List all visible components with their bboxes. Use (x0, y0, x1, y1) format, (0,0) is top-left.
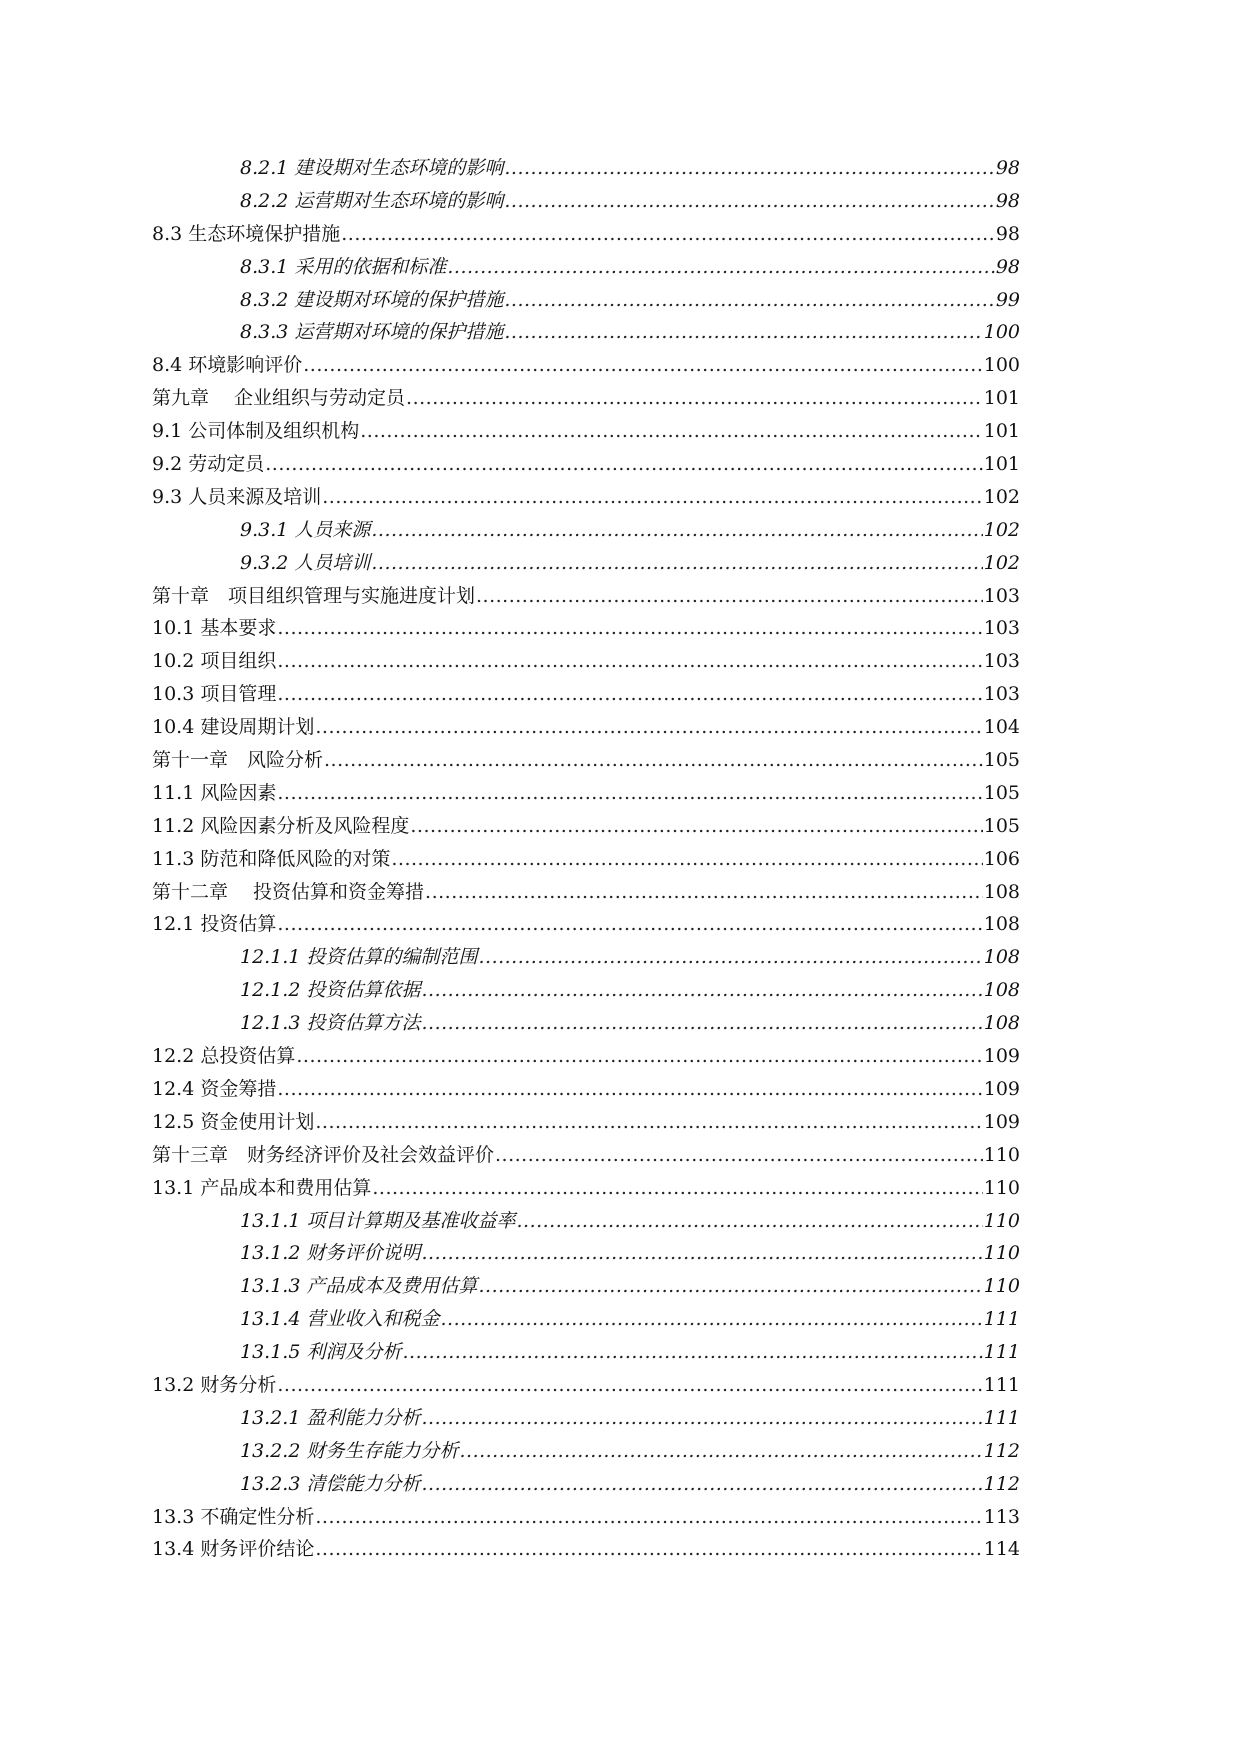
toc-entry[interactable] (152, 415, 1020, 448)
toc-dot-leader (504, 185, 994, 218)
toc-entry-title: 第九章 企业组织与劳动定员 (152, 387, 406, 410)
toc-dot-leader (504, 152, 994, 185)
toc-entry-title: 第十章 项目组织管理与实施进度计划 (152, 584, 476, 607)
toc-dot-leader (315, 1533, 982, 1566)
toc-entry-page-number: 109 (983, 1045, 1020, 1068)
toc-entry[interactable] (152, 974, 1020, 1007)
toc-entry-title: 第十三章 财务经济评价及社会效益评价 (152, 1143, 495, 1166)
toc-dot-leader (277, 1369, 982, 1402)
toc-entry-title: 12.4 资金筹措 (152, 1077, 277, 1100)
toc-entry-title: 13.1.5 利润及分析 (240, 1341, 402, 1364)
toc-entry-page-number: 101 (983, 387, 1020, 410)
toc-dot-leader (303, 349, 982, 382)
toc-entry-title: 13.2.2 财务生存能力分析 (240, 1439, 459, 1462)
toc-entry-page-number: 106 (983, 847, 1020, 870)
toc-entry-title: 8.3.1 采用的依据和标准 (240, 255, 447, 278)
toc-entry-title: 13.1.2 财务评价说明 (240, 1242, 421, 1265)
toc-dot-leader (478, 1270, 982, 1303)
toc-entry-title: 9.2 劳动定员 (152, 453, 265, 476)
toc-dot-leader (447, 251, 994, 284)
toc-entry-title: 12.1.1 投资估算的编制范围 (240, 946, 478, 969)
toc-dot-leader (478, 941, 982, 974)
toc-dot-leader (371, 547, 982, 580)
toc-entry-page-number: 110 (983, 1209, 1020, 1232)
toc-entry-page-number: 98 (995, 189, 1020, 212)
toc-dot-leader (277, 1073, 982, 1106)
toc-entry[interactable] (152, 1435, 1020, 1468)
toc-dot-leader (341, 218, 995, 251)
toc-entry-page-number: 114 (983, 1538, 1020, 1561)
toc-entry-title: 13.2.3 清偿能力分析 (240, 1472, 421, 1495)
toc-entry[interactable] (152, 1369, 1020, 1402)
toc-entry-page-number: 100 (983, 321, 1020, 344)
toc-entry[interactable] (152, 1073, 1020, 1106)
toc-entry[interactable] (152, 810, 1020, 843)
toc-entry-page-number: 105 (983, 749, 1020, 772)
toc-entry[interactable] (152, 941, 1020, 974)
toc-entry[interactable] (152, 185, 1020, 218)
toc-entry[interactable] (152, 1501, 1020, 1534)
toc-entry-title: 13.1.1 项目计算期及基准收益率 (240, 1209, 516, 1232)
toc-dot-leader (406, 382, 983, 415)
toc-entry-page-number: 109 (983, 1077, 1020, 1100)
toc-entry-title: 10.4 建设周期计划 (152, 716, 315, 739)
toc-dot-leader (277, 777, 982, 810)
toc-entry-title: 9.3 人员来源及培训 (152, 485, 322, 508)
toc-entry-page-number: 109 (983, 1110, 1020, 1133)
toc-dot-leader (476, 580, 983, 613)
toc-entry[interactable] (152, 1040, 1020, 1073)
toc-entry-page-number: 111 (983, 1308, 1020, 1331)
toc-entry-page-number: 111 (983, 1373, 1020, 1396)
toc-dot-leader (391, 843, 982, 876)
toc-dot-leader (277, 645, 982, 678)
toc-entry-page-number: 108 (983, 913, 1020, 936)
toc-dot-leader (410, 810, 982, 843)
toc-entry[interactable] (152, 777, 1020, 810)
toc-entry[interactable] (152, 1303, 1020, 1336)
toc-entry-page-number: 110 (983, 1242, 1020, 1265)
toc-entry[interactable] (152, 711, 1020, 744)
toc-entry[interactable] (152, 843, 1020, 876)
toc-entry-page-number: 105 (983, 814, 1020, 837)
toc-entry-title: 12.2 总投资估算 (152, 1045, 296, 1068)
toc-entry-title: 10.2 项目组织 (152, 650, 277, 673)
toc-entry-title: 13.2 财务分析 (152, 1373, 277, 1396)
toc-entry[interactable] (152, 1106, 1020, 1139)
toc-entry[interactable] (152, 1336, 1020, 1369)
toc-dot-leader (360, 415, 982, 448)
toc-entry[interactable] (152, 1172, 1020, 1205)
toc-entry-title: 第十二章 投资估算和资金筹措 (152, 880, 425, 903)
toc-entry-page-number: 108 (983, 880, 1020, 903)
toc-dot-leader (402, 1336, 982, 1369)
toc-entry[interactable] (152, 1533, 1020, 1566)
toc-entry-page-number: 98 (995, 222, 1020, 245)
toc-entry-title: 13.1.4 营业收入和税金 (240, 1308, 440, 1331)
toc-entry-page-number: 102 (983, 485, 1020, 508)
toc-entry-page-number: 98 (995, 255, 1020, 278)
toc-entry-title: 8.2.2 运营期对生态环境的影响 (240, 189, 504, 212)
toc-entry-page-number: 99 (995, 288, 1020, 311)
toc-entry-page-number: 103 (983, 584, 1020, 607)
toc-entry-page-number: 108 (983, 1012, 1020, 1035)
toc-dot-leader (315, 711, 982, 744)
toc-entry-title: 13.1.3 产品成本及费用估算 (240, 1275, 478, 1298)
toc-entry-page-number: 108 (983, 979, 1020, 1002)
toc-entry-page-number: 103 (983, 683, 1020, 706)
toc-entry-page-number: 98 (995, 157, 1020, 179)
toc-dot-leader (322, 481, 982, 514)
toc-dot-leader (504, 316, 982, 349)
toc-dot-leader (277, 612, 982, 645)
toc-dot-leader (315, 1106, 982, 1139)
toc-entry[interactable] (152, 448, 1020, 481)
toc-entry[interactable] (152, 612, 1020, 645)
toc-dot-leader (371, 514, 982, 547)
toc-entry-title: 8.3.2 建设期对环境的保护措施 (240, 288, 504, 311)
toc-entry-title: 11.2 风险因素分析及风险程度 (152, 814, 410, 837)
toc-entry[interactable] (152, 1468, 1020, 1501)
toc-dot-leader (421, 974, 982, 1007)
toc-dot-leader (516, 1205, 982, 1238)
toc-dot-leader (440, 1303, 982, 1336)
toc-entry[interactable] (152, 645, 1020, 678)
toc-dot-leader (421, 1402, 982, 1435)
toc-entry[interactable] (152, 580, 1020, 613)
toc-entry[interactable] (152, 481, 1020, 514)
toc-entry[interactable] (152, 678, 1020, 711)
toc-entry[interactable] (152, 908, 1020, 941)
table-of-contents (152, 152, 1020, 1566)
toc-entry-title: 11.1 风险因素 (152, 781, 277, 804)
toc-entry-title: 8.3 生态环境保护措施 (152, 222, 341, 245)
toc-dot-leader (421, 1237, 982, 1270)
toc-entry[interactable] (152, 1007, 1020, 1040)
toc-entry-title: 13.1 产品成本和费用估算 (152, 1176, 372, 1199)
toc-dot-leader (504, 284, 994, 317)
toc-entry-page-number: 112 (983, 1439, 1020, 1462)
toc-dot-leader (425, 876, 983, 909)
toc-entry-title: 9.3.2 人员培训 (240, 551, 371, 574)
toc-entry[interactable] (152, 1270, 1020, 1303)
toc-dot-leader (459, 1435, 982, 1468)
toc-entry[interactable] (152, 514, 1020, 547)
toc-entry-title: 10.3 项目管理 (152, 683, 277, 706)
toc-entry-title: 9.1 公司体制及组织机构 (152, 420, 360, 443)
toc-entry[interactable] (152, 251, 1020, 284)
toc-entry-title: 12.1 投资估算 (152, 913, 277, 936)
toc-dot-leader (277, 908, 982, 941)
toc-entry[interactable] (152, 1237, 1020, 1270)
toc-entry-page-number: 111 (983, 1341, 1020, 1364)
toc-entry[interactable] (152, 1205, 1020, 1238)
toc-dot-leader (277, 678, 982, 711)
toc-entry-page-number: 103 (983, 650, 1020, 673)
toc-entry[interactable] (152, 1139, 1020, 1172)
toc-entry-page-number: 102 (983, 551, 1020, 574)
toc-entry[interactable] (152, 1402, 1020, 1435)
toc-entry-title: 10.1 基本要求 (152, 617, 277, 640)
toc-dot-leader (495, 1139, 983, 1172)
toc-entry-page-number: 101 (983, 453, 1020, 476)
toc-entry[interactable] (152, 218, 1020, 251)
toc-entry-title: 12.1.3 投资估算方法 (240, 1012, 421, 1035)
toc-entry[interactable] (152, 547, 1020, 580)
toc-entry[interactable] (152, 349, 1020, 382)
toc-entry-page-number: 101 (983, 420, 1020, 443)
toc-entry[interactable] (152, 316, 1020, 349)
toc-entry-page-number: 100 (983, 354, 1020, 377)
toc-entry-title: 8.4 环境影响评价 (152, 354, 303, 377)
toc-dot-leader (315, 1501, 982, 1534)
toc-entry-page-number: 104 (983, 716, 1020, 739)
toc-entry-title: 13.2.1 盈利能力分析 (240, 1406, 421, 1429)
toc-entry[interactable] (152, 744, 1020, 777)
toc-entry-title: 11.3 防范和降低风险的对策 (152, 847, 391, 870)
toc-entry[interactable] (152, 152, 1020, 185)
toc-entry-page-number: 102 (983, 518, 1020, 541)
toc-dot-leader (372, 1172, 982, 1205)
toc-entry-title: 9.3.1 人员来源 (240, 518, 371, 541)
toc-dot-leader (296, 1040, 982, 1073)
toc-entry[interactable] (152, 382, 1020, 415)
toc-entry-title: 12.5 资金使用计划 (152, 1110, 315, 1133)
toc-entry-page-number: 112 (983, 1472, 1020, 1495)
toc-dot-leader (324, 744, 983, 777)
toc-entry-title: 13.3 不确定性分析 (152, 1505, 315, 1528)
toc-dot-leader (421, 1007, 982, 1040)
toc-entry[interactable] (152, 876, 1020, 909)
toc-entry-page-number: 108 (983, 946, 1020, 969)
toc-entry-page-number: 110 (983, 1143, 1020, 1166)
toc-entry-title: 8.2.1 建设期对生态环境的影响 (240, 157, 504, 179)
toc-entry-title: 第十一章 风险分析 (152, 749, 324, 772)
toc-entry[interactable] (152, 284, 1020, 317)
toc-entry-page-number: 113 (983, 1505, 1020, 1528)
toc-entry-title: 8.3.3 运营期对环境的保护措施 (240, 321, 504, 344)
toc-entry-page-number: 105 (983, 781, 1020, 804)
toc-entry-page-number: 110 (983, 1275, 1020, 1298)
toc-entry-page-number: 111 (983, 1406, 1020, 1429)
toc-entry-title: 12.1.2 投资估算依据 (240, 979, 421, 1002)
toc-dot-leader (265, 448, 982, 481)
toc-dot-leader (421, 1468, 982, 1501)
toc-entry-page-number: 110 (983, 1176, 1020, 1199)
toc-entry-title: 13.4 财务评价结论 (152, 1538, 315, 1561)
toc-entry-page-number: 103 (983, 617, 1020, 640)
